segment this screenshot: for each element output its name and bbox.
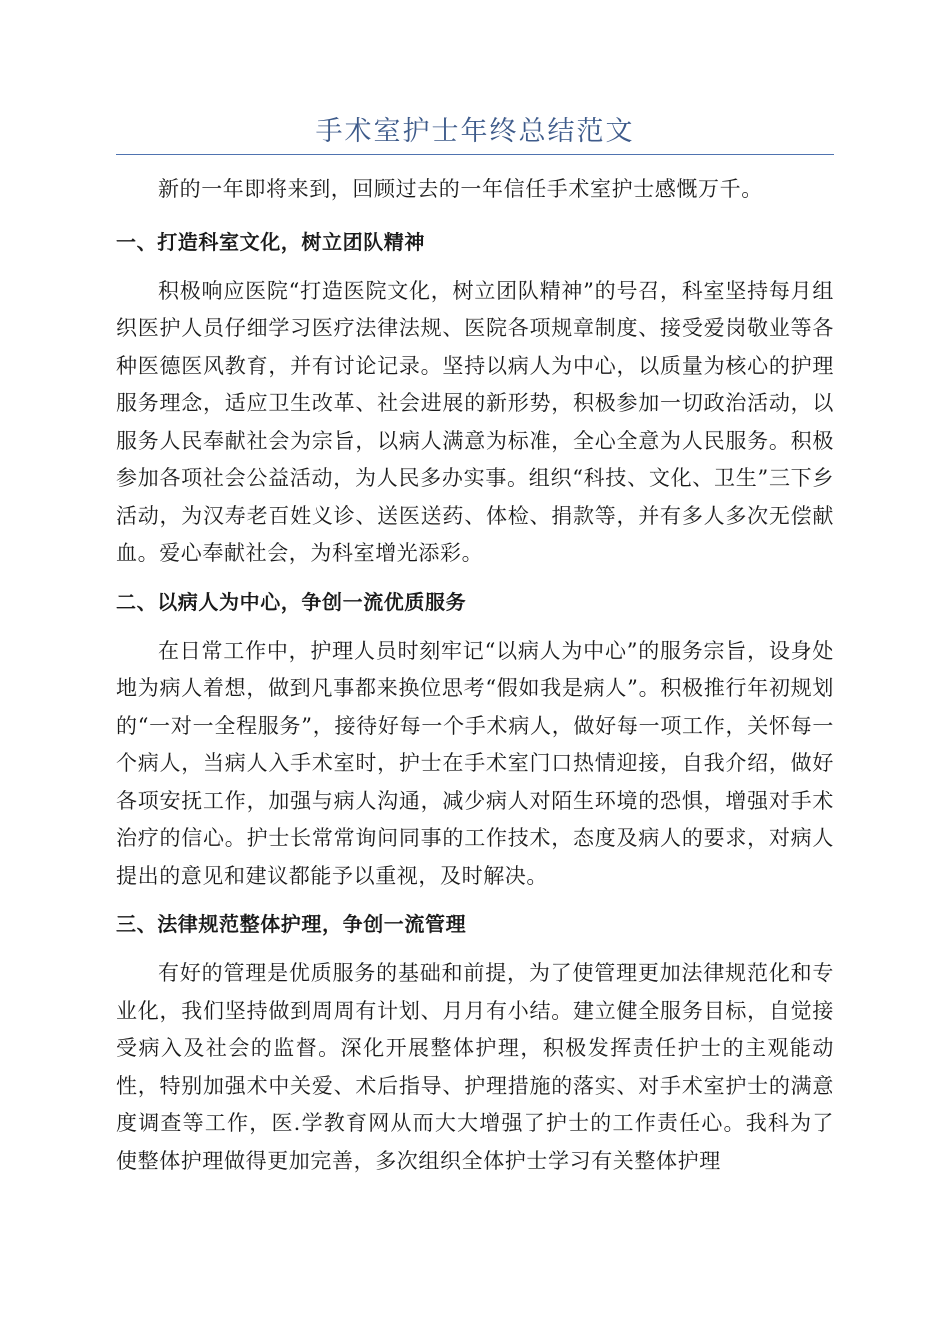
- section-2-heading: 二、以病人为中心，争创一流优质服务: [116, 589, 467, 614]
- document-body: [116, 171, 834, 1194]
- intro-paragraph: 新的一年即将来到，回顾过去的一年信任手术室护士感慨万千。: [158, 177, 763, 201]
- section-1-paragraph: 积极响应医院“打造医院文化，树立团队精神”的号召，科室坚持每月组织医护人员仔细学习医疗法律法规、医院各项规章制度、接受爱岗敬业等各种医德医风教育，并有讨论记录。坚持以病人为中心，以质量为核心的护理服务理念，适应卫生改革、社会进展的新形势，积极参加一切政治活动，以服务人民奉献社会为宗旨，以病人满意为标准，全心全意为人民服务。积极参加各项社会公益活动，为人民多办实事。组织“科技、文化、卫生”三下乡活动，为汉寿老百姓义诊、送医送药、体检、捐款等，并有多人多次无偿献血。爱心奉献社会，为科室增光添彩。: [116, 278, 834, 565]
- title-underline: [116, 154, 834, 155]
- section-2-paragraph: 在日常工作中，护理人员时刻牢记“以病人为中心”的服务宗旨，设身处地为病人着想，做到凡事都来换位思考“假如我是病人”。积极推行年初规划的“一对一全程服务”，接待好每一个手术病人，做好每一项工作，关怀每一个病人，当病人入手术室时，护士在手术室门口热情迎接，自我介绍，做好各项安抚工作，加强与病人沟通，减少病人对陌生环境的恐惧，增强对手术治疗的信心。护士长常常询问同事的工作技术，态度及病人的要求，对病人提出的意见和建议都能予以重视，及时解决。: [116, 638, 834, 888]
- section-3-heading: 三、法律规范整体护理，争创一流管理: [116, 912, 467, 936]
- document-title: 手术室护士年终总结范文: [315, 116, 635, 147]
- section-3-paragraph: 有好的管理是优质服务的基础和前提，为了使管理更加法律规范化和专业化，我们坚持做到周周有计划、月月有小结。建立健全服务目标，自觉接受病入及社会的监督。深化开展整体护理，积极发挥责任护士的主观能动性，特别加强术中关爱、术后指导、护理措施的落实、对手术室护士的满意度调查等工作，医.学教育网从而大大增强了护士的工作责任心。我科为了使整体护理做得更加完善，多次组织全体护士学习有关整体护理: [116, 961, 834, 1173]
- section-1-heading: 一、打造科室文化，树立团队精神: [116, 229, 425, 254]
